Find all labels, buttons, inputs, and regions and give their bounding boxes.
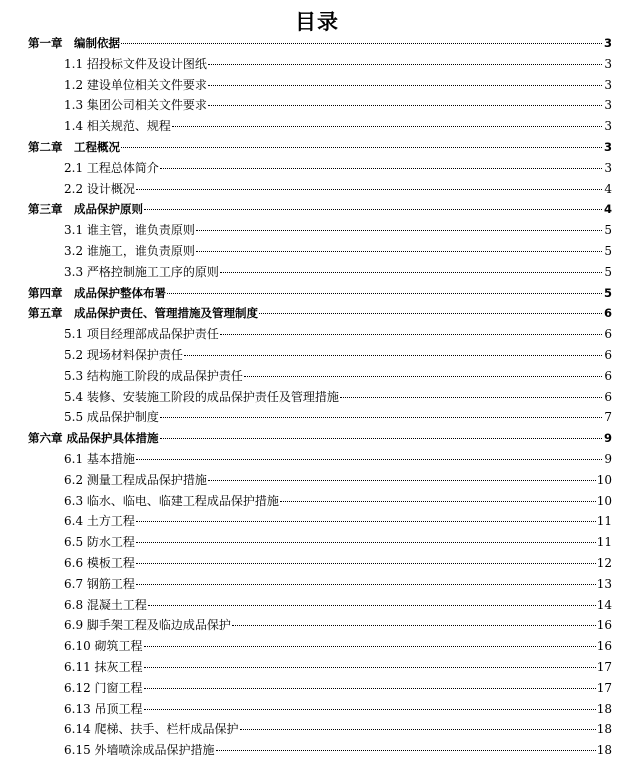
toc-title: 目录	[295, 10, 339, 34]
toc-entry-text: 5.5 成品保护制度	[64, 410, 159, 425]
toc-page-number: 6	[604, 327, 612, 342]
dot-leader	[167, 292, 602, 294]
toc-entry-text: 2.2 设计概况	[64, 181, 135, 196]
toc-chapter-entry[interactable]	[0, 137, 634, 158]
toc-entry-text: 3.1 谁主管，谁负责原则	[64, 223, 195, 238]
dot-leader	[136, 458, 602, 460]
toc-section-entry[interactable]	[0, 574, 634, 595]
dot-leader	[216, 749, 596, 751]
toc-section-entry[interactable]	[0, 366, 634, 387]
dot-leader	[172, 125, 602, 127]
toc-page-number: 12	[596, 555, 612, 570]
toc-entry-text: 5.4 装修、安装施工阶段的成品保护责任及管理措施	[64, 389, 339, 404]
toc-page-number: 18	[596, 743, 612, 758]
toc-page-number: 18	[596, 722, 612, 737]
toc-section-entry[interactable]	[0, 407, 634, 428]
toc-entry-text: 6.3 临水、临电、临建工程成品保护措施	[64, 493, 279, 508]
toc-entry-text: 6.7 钢筋工程	[64, 576, 135, 591]
toc-section-entry[interactable]	[0, 491, 634, 512]
dot-leader	[232, 624, 596, 626]
toc-chapter-entry[interactable]	[0, 303, 634, 324]
toc-page-number: 3	[603, 139, 612, 154]
toc-page-number: 6	[604, 347, 612, 362]
toc-entry-text: 第六章 成品保护具体措施	[28, 431, 159, 446]
dot-leader	[144, 687, 596, 689]
dot-leader	[280, 500, 596, 502]
toc-entry-text: 1.4 相关规范、规程	[64, 119, 171, 134]
toc-page-number: 3	[604, 98, 612, 113]
toc-list	[0, 33, 634, 761]
dot-leader	[208, 63, 602, 65]
toc-entry-text: 6.14 爬梯、扶手、栏杆成品保护	[64, 722, 239, 737]
toc-page-number: 5	[604, 223, 612, 238]
dot-leader	[160, 437, 602, 439]
dot-leader	[136, 583, 596, 585]
toc-entry-text: 6.12 门窗工程	[64, 680, 143, 695]
toc-page-number: 6	[603, 306, 612, 321]
toc-page-number: 4	[603, 202, 612, 217]
dot-leader	[196, 229, 602, 231]
dot-leader	[208, 104, 602, 106]
toc-section-entry[interactable]	[0, 511, 634, 532]
dot-leader	[196, 250, 602, 252]
dot-leader	[136, 520, 596, 522]
toc-section-entry[interactable]	[0, 179, 634, 200]
toc-page-number: 4	[604, 181, 612, 196]
toc-entry-text: 第三章 成品保护原则	[28, 202, 143, 217]
dot-leader	[160, 416, 602, 418]
toc-entry-text: 6.11 抹灰工程	[64, 659, 143, 674]
toc-page-number: 3	[604, 77, 612, 92]
toc-entry-text: 6.4 土方工程	[64, 514, 135, 529]
dot-leader	[136, 188, 602, 190]
dot-leader	[208, 84, 602, 86]
dot-leader	[184, 354, 602, 356]
toc-section-entry[interactable]	[0, 158, 634, 179]
dot-leader	[121, 146, 602, 148]
dot-leader	[144, 666, 596, 668]
toc-section-entry[interactable]	[0, 699, 634, 720]
toc-page-number: 3	[604, 160, 612, 175]
toc-section-entry[interactable]	[0, 595, 634, 616]
toc-page-number: 13	[596, 576, 612, 591]
toc-chapter-entry[interactable]	[0, 428, 634, 449]
toc-page-number: 5	[603, 285, 612, 300]
toc-section-entry[interactable]	[0, 220, 634, 241]
dot-leader	[160, 167, 602, 169]
toc-entry-text: 6.1 基本措施	[64, 451, 135, 466]
toc-section-entry[interactable]	[0, 345, 634, 366]
toc-section-entry[interactable]	[0, 657, 634, 678]
toc-section-entry[interactable]	[0, 241, 634, 262]
toc-entry-text: 5.2 现场材料保护责任	[64, 347, 183, 362]
toc-entry-text: 6.15 外墙喷涂成品保护措施	[64, 743, 215, 758]
dot-leader	[208, 479, 596, 481]
toc-page-number: 16	[596, 639, 612, 654]
toc-section-entry[interactable]	[0, 449, 634, 470]
toc-entry-text: 第二章 工程概况	[28, 139, 120, 154]
dot-leader	[244, 375, 602, 377]
toc-page-number: 5	[604, 264, 612, 279]
dot-leader	[144, 645, 596, 647]
toc-entry-text: 第四章 成品保护整体布署	[28, 285, 166, 300]
toc-page-number: 17	[596, 659, 612, 674]
toc-page-number: 7	[604, 410, 612, 425]
toc-section-entry[interactable]	[0, 95, 634, 116]
toc-page-number: 10	[596, 472, 612, 487]
toc-entry-text: 1.2 建设单位相关文件要求	[64, 77, 207, 92]
toc-entry-text: 3.2 谁施工，谁负责原则	[64, 243, 195, 258]
toc-entry-text: 5.1 项目经理部成品保护责任	[64, 327, 219, 342]
toc-page-number: 14	[596, 597, 612, 612]
toc-entry-text: 6.9 脚手架工程及临边成品保护	[64, 618, 231, 633]
toc-section-entry[interactable]	[0, 116, 634, 137]
toc-entry-text: 2.1 工程总体简介	[64, 160, 159, 175]
toc-page-number: 9	[604, 451, 612, 466]
toc-section-entry[interactable]	[0, 324, 634, 345]
toc-chapter-entry[interactable]	[0, 199, 634, 220]
dot-leader	[240, 728, 596, 730]
dot-leader	[220, 271, 602, 273]
toc-section-entry[interactable]	[0, 740, 634, 761]
dot-leader	[259, 312, 602, 314]
dot-leader	[136, 562, 596, 564]
dot-leader	[144, 208, 602, 210]
toc-section-entry[interactable]	[0, 75, 634, 96]
toc-entry-text: 6.5 防水工程	[64, 535, 135, 550]
toc-section-entry[interactable]	[0, 532, 634, 553]
dot-leader	[121, 42, 602, 44]
toc-page-number: 6	[604, 389, 612, 404]
toc-chapter-entry[interactable]	[0, 283, 634, 304]
toc-section-entry[interactable]	[0, 719, 634, 740]
toc-page-number: 6	[604, 368, 612, 383]
toc-section-entry[interactable]	[0, 387, 634, 408]
toc-page-number: 5	[604, 243, 612, 258]
toc-section-entry[interactable]	[0, 262, 634, 283]
toc-section-entry[interactable]	[0, 553, 634, 574]
toc-entry-text: 6.10 砌筑工程	[64, 639, 143, 654]
toc-page-number: 11	[596, 514, 612, 529]
toc-page-number: 11	[596, 535, 612, 550]
toc-entry-text: 1.3 集团公司相关文件要求	[64, 98, 207, 113]
toc-chapter-entry[interactable]	[0, 33, 634, 54]
toc-page-number: 3	[603, 36, 612, 50]
dot-leader	[144, 708, 596, 710]
dot-leader	[340, 396, 602, 398]
toc-page-number: 3	[604, 119, 612, 134]
toc-entry-text: 第五章 成品保护责任、管理措施及管理制度	[28, 306, 258, 321]
toc-page-number: 16	[596, 618, 612, 633]
toc-section-entry[interactable]	[0, 54, 634, 75]
toc-entry-text: 1.1 招投标文件及设计图纸	[64, 56, 207, 71]
toc-page-number: 3	[604, 56, 612, 71]
toc-section-entry[interactable]	[0, 470, 634, 491]
dot-leader	[136, 541, 596, 543]
toc-page-number: 10	[596, 493, 612, 508]
toc-entry-text: 3.3 严格控制施工工序的原则	[64, 264, 219, 279]
toc-page-number: 9	[603, 431, 612, 446]
toc-entry-text: 6.2 测量工程成品保护措施	[64, 472, 207, 487]
toc-entry-text: 第一章 编制依据	[28, 36, 120, 50]
toc-page-number: 18	[596, 701, 612, 716]
toc-section-entry[interactable]	[0, 636, 634, 657]
dot-leader	[148, 604, 596, 606]
dot-leader	[220, 333, 602, 335]
toc-section-entry[interactable]	[0, 678, 634, 699]
toc-section-entry[interactable]	[0, 615, 634, 636]
toc-entry-text: 6.8 混凝土工程	[64, 597, 147, 612]
toc-entry-text: 6.13 吊顶工程	[64, 701, 143, 716]
toc-entry-text: 5.3 结构施工阶段的成品保护责任	[64, 368, 243, 383]
toc-entry-text: 6.6 模板工程	[64, 555, 135, 570]
toc-page-number: 17	[596, 680, 612, 695]
